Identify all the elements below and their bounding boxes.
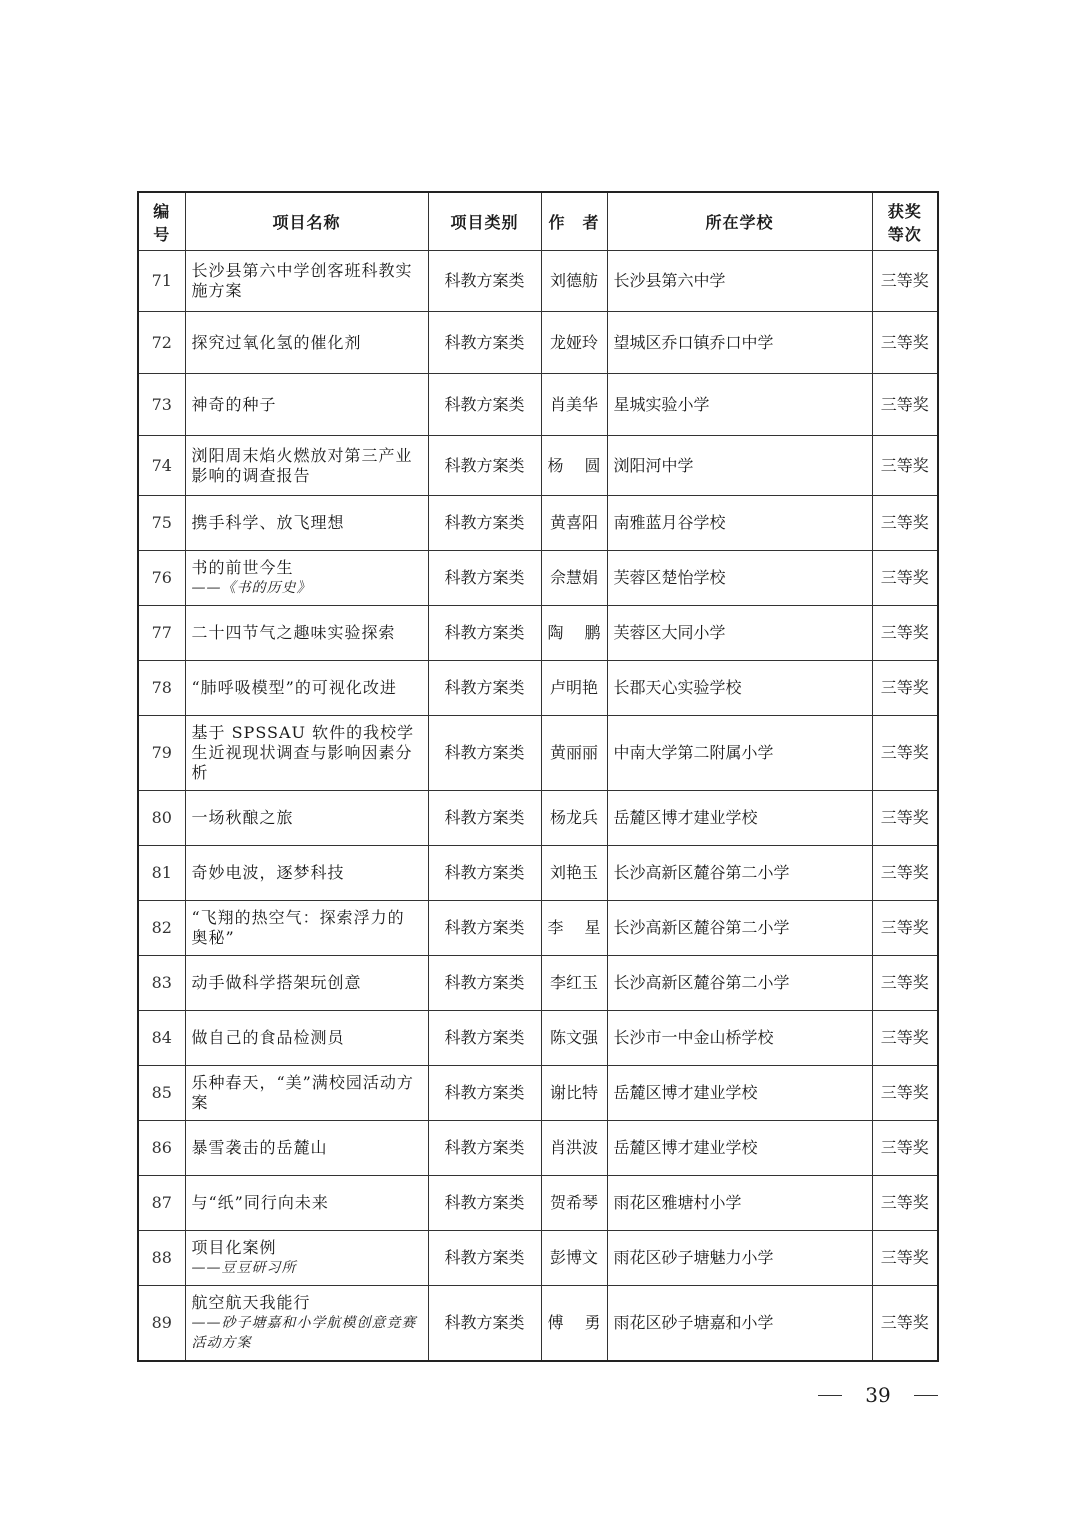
cell-category: 科教方案类 — [428, 312, 541, 374]
cell-project-name — [185, 551, 428, 606]
table-row — [138, 791, 938, 846]
cell-category: 科教方案类 — [428, 606, 541, 661]
cell-project-name — [185, 1121, 428, 1176]
cell-number: 71 — [138, 251, 185, 312]
cell-project-name — [185, 436, 428, 496]
cell-award: 三等奖 — [872, 1231, 938, 1286]
project-title: 动手做科学搭架玩创意 — [191, 973, 362, 992]
cell-award: 三等奖 — [872, 251, 938, 312]
cell-project-name — [185, 374, 428, 436]
cell-award: 三等奖 — [872, 374, 938, 436]
cell-award: 三等奖 — [872, 1066, 938, 1121]
project-title: 做自己的食品检测员 — [191, 1028, 345, 1047]
header-school: 所在学校 — [607, 192, 872, 251]
cell-number: 82 — [138, 901, 185, 956]
cell-author: 龙娅玲 — [541, 312, 607, 374]
cell-school: 长沙市一中金山桥学校 — [607, 1011, 872, 1066]
cell-category: 科教方案类 — [428, 1286, 541, 1361]
footer-dash-right — [914, 1395, 938, 1396]
table-row — [138, 1066, 938, 1121]
header-project-name: 项目名称 — [185, 192, 428, 251]
project-title: “肺呼吸模型”的可视化改进 — [191, 678, 397, 697]
cell-author: 卢明艳 — [541, 661, 607, 716]
table-row — [138, 846, 938, 901]
cell-school: 芙蓉区楚怡学校 — [607, 551, 872, 606]
cell-school: 长沙高新区麓谷第二小学 — [607, 956, 872, 1011]
table-row — [138, 551, 938, 606]
cell-award: 三等奖 — [872, 901, 938, 956]
table-row — [138, 661, 938, 716]
cell-project-name — [185, 251, 428, 312]
cell-category: 科教方案类 — [428, 1231, 541, 1286]
project-subtitle: ——砂子塘嘉和小学航模创意竞赛活动方案 — [191, 1314, 417, 1351]
cell-award: 三等奖 — [872, 496, 938, 551]
table-body — [138, 251, 938, 1361]
cell-school: 长沙县第六中学 — [607, 251, 872, 312]
cell-author: 谢比特 — [541, 1066, 607, 1121]
header-number: 编号 — [138, 192, 185, 251]
cell-author: 黄喜阳 — [541, 496, 607, 551]
project-title: 探究过氧化氢的催化剂 — [191, 332, 362, 352]
table-row — [138, 496, 938, 551]
cell-category: 科教方案类 — [428, 1121, 541, 1176]
cell-author: 杨圆 — [541, 436, 607, 496]
project-title: 航空航天我能行 — [191, 1292, 311, 1312]
cell-school: 长沙高新区麓谷第二小学 — [607, 901, 872, 956]
cell-author: 肖美华 — [541, 374, 607, 436]
cell-number: 72 — [138, 312, 185, 374]
cell-category: 科教方案类 — [428, 716, 541, 791]
cell-category: 科教方案类 — [428, 846, 541, 901]
cell-award: 三等奖 — [872, 846, 938, 901]
cell-project-name — [185, 1011, 428, 1066]
cell-category: 科教方案类 — [428, 436, 541, 496]
project-title: 一场秋酿之旅 — [191, 808, 294, 827]
cell-school: 长沙高新区麓谷第二小学 — [607, 846, 872, 901]
cell-category: 科教方案类 — [428, 1176, 541, 1231]
table-row — [138, 956, 938, 1011]
cell-author: 贺希琴 — [541, 1176, 607, 1231]
cell-award: 三等奖 — [872, 312, 938, 374]
cell-project-name — [185, 1176, 428, 1231]
cell-school: 南雅蓝月谷学校 — [607, 496, 872, 551]
cell-school: 雨花区砂子塘魅力小学 — [607, 1231, 872, 1286]
cell-number: 77 — [138, 606, 185, 661]
cell-author: 彭博文 — [541, 1231, 607, 1286]
awards-table — [137, 191, 939, 1362]
project-subtitle: ——豆豆研习所 — [191, 1260, 297, 1276]
cell-school: 芙蓉区大同小学 — [607, 606, 872, 661]
cell-school: 中南大学第二附属小学 — [607, 716, 872, 791]
cell-category: 科教方案类 — [428, 551, 541, 606]
cell-project-name — [185, 956, 428, 1011]
project-title: 乐种春天，“美”满校园活动方案 — [191, 1073, 414, 1112]
table-row — [138, 716, 938, 791]
cell-school: 望城区乔口镇乔口中学 — [607, 312, 872, 374]
cell-number: 81 — [138, 846, 185, 901]
cell-author: 傅勇 — [541, 1286, 607, 1361]
cell-number: 79 — [138, 716, 185, 791]
project-title: 长沙县第六中学创客班科教实施方案 — [191, 261, 413, 300]
project-title: “飞翔的热空气：探索浮力的奥秘” — [191, 908, 405, 947]
table-row — [138, 1231, 938, 1286]
cell-category: 科教方案类 — [428, 791, 541, 846]
cell-author: 黄丽丽 — [541, 716, 607, 791]
project-title: 书的前世今生 — [191, 558, 294, 577]
page-footer — [818, 1383, 938, 1407]
cell-project-name — [185, 901, 428, 956]
project-title: 神奇的种子 — [191, 394, 277, 414]
cell-school: 星城实验小学 — [607, 374, 872, 436]
cell-category: 科教方案类 — [428, 956, 541, 1011]
cell-category: 科教方案类 — [428, 1066, 541, 1121]
cell-project-name — [185, 846, 428, 901]
header-award-line1: 获奖 — [887, 201, 922, 221]
table-row — [138, 1121, 938, 1176]
cell-award: 三等奖 — [872, 956, 938, 1011]
cell-author: 肖洪波 — [541, 1121, 607, 1176]
cell-number: 84 — [138, 1011, 185, 1066]
project-title: 与“纸”同行向未来 — [191, 1193, 329, 1212]
cell-project-name — [185, 791, 428, 846]
cell-number: 75 — [138, 496, 185, 551]
project-title: 携手科学、放飞理想 — [191, 513, 345, 532]
cell-number: 86 — [138, 1121, 185, 1176]
footer-dash-left — [818, 1395, 842, 1396]
cell-number: 74 — [138, 436, 185, 496]
cell-category: 科教方案类 — [428, 901, 541, 956]
cell-award: 三等奖 — [872, 1286, 938, 1361]
cell-number: 78 — [138, 661, 185, 716]
cell-number: 88 — [138, 1231, 185, 1286]
project-title: 二十四节气之趣味实验探索 — [191, 623, 396, 642]
header-author: 作 者 — [541, 192, 607, 251]
cell-author: 李红玉 — [541, 956, 607, 1011]
cell-project-name — [185, 716, 428, 791]
cell-project-name — [185, 496, 428, 551]
cell-award: 三等奖 — [872, 1121, 938, 1176]
header-award-line2: 等次 — [887, 224, 922, 244]
cell-school: 雨花区雅塘村小学 — [607, 1176, 872, 1231]
cell-author: 刘德舫 — [541, 251, 607, 312]
cell-project-name — [185, 1066, 428, 1121]
cell-author: 刘艳玉 — [541, 846, 607, 901]
cell-number: 89 — [138, 1286, 185, 1361]
cell-author: 佘慧娟 — [541, 551, 607, 606]
cell-author: 陶鹏 — [541, 606, 607, 661]
table-row — [138, 606, 938, 661]
table-row — [138, 1011, 938, 1066]
cell-number: 80 — [138, 791, 185, 846]
header-category: 项目类别 — [428, 192, 541, 251]
cell-award: 三等奖 — [872, 716, 938, 791]
cell-category: 科教方案类 — [428, 374, 541, 436]
project-title: 基于 SPSSAU 软件的我校学生近视现状调查与影响因素分析 — [191, 723, 415, 782]
table-row — [138, 901, 938, 956]
cell-project-name — [185, 312, 428, 374]
cell-award: 三等奖 — [872, 551, 938, 606]
cell-award: 三等奖 — [872, 661, 938, 716]
cell-category: 科教方案类 — [428, 251, 541, 312]
cell-number: 76 — [138, 551, 185, 606]
cell-number: 85 — [138, 1066, 185, 1121]
cell-award: 三等奖 — [872, 1011, 938, 1066]
cell-project-name — [185, 1231, 428, 1286]
cell-school: 雨花区砂子塘嘉和小学 — [607, 1286, 872, 1361]
cell-award: 三等奖 — [872, 791, 938, 846]
cell-category: 科教方案类 — [428, 661, 541, 716]
cell-project-name — [185, 606, 428, 661]
table-row — [138, 312, 938, 374]
cell-school: 岳麓区博才建业学校 — [607, 1066, 872, 1121]
cell-award: 三等奖 — [872, 436, 938, 496]
cell-number: 87 — [138, 1176, 185, 1231]
table-row — [138, 374, 938, 436]
project-title: 暴雪袭击的岳麓山 — [191, 1138, 328, 1157]
cell-author: 李星 — [541, 901, 607, 956]
cell-number: 73 — [138, 374, 185, 436]
project-title: 项目化案例 — [191, 1238, 277, 1257]
cell-award: 三等奖 — [872, 606, 938, 661]
cell-project-name — [185, 1286, 428, 1361]
table-row — [138, 436, 938, 496]
cell-school: 岳麓区博才建业学校 — [607, 791, 872, 846]
cell-author: 杨龙兵 — [541, 791, 607, 846]
cell-category: 科教方案类 — [428, 1011, 541, 1066]
cell-author: 陈文强 — [541, 1011, 607, 1066]
table-row — [138, 1176, 938, 1231]
project-title: 奇妙电波，逐梦科技 — [191, 863, 345, 882]
cell-school: 浏阳河中学 — [607, 436, 872, 496]
table-row — [138, 251, 938, 312]
cell-category: 科教方案类 — [428, 496, 541, 551]
cell-project-name — [185, 661, 428, 716]
cell-school: 岳麓区博才建业学校 — [607, 1121, 872, 1176]
cell-school: 长郡天心实验学校 — [607, 661, 872, 716]
project-subtitle: ——《书的历史》 — [191, 580, 312, 596]
page-number: 39 — [865, 1383, 891, 1407]
cell-award: 三等奖 — [872, 1176, 938, 1231]
project-title: 浏阳周末焰火燃放对第三产业影响的调查报告 — [191, 445, 413, 485]
header-award — [872, 192, 938, 251]
table-header-row — [138, 192, 938, 251]
table-row — [138, 1286, 938, 1361]
cell-number: 83 — [138, 956, 185, 1011]
